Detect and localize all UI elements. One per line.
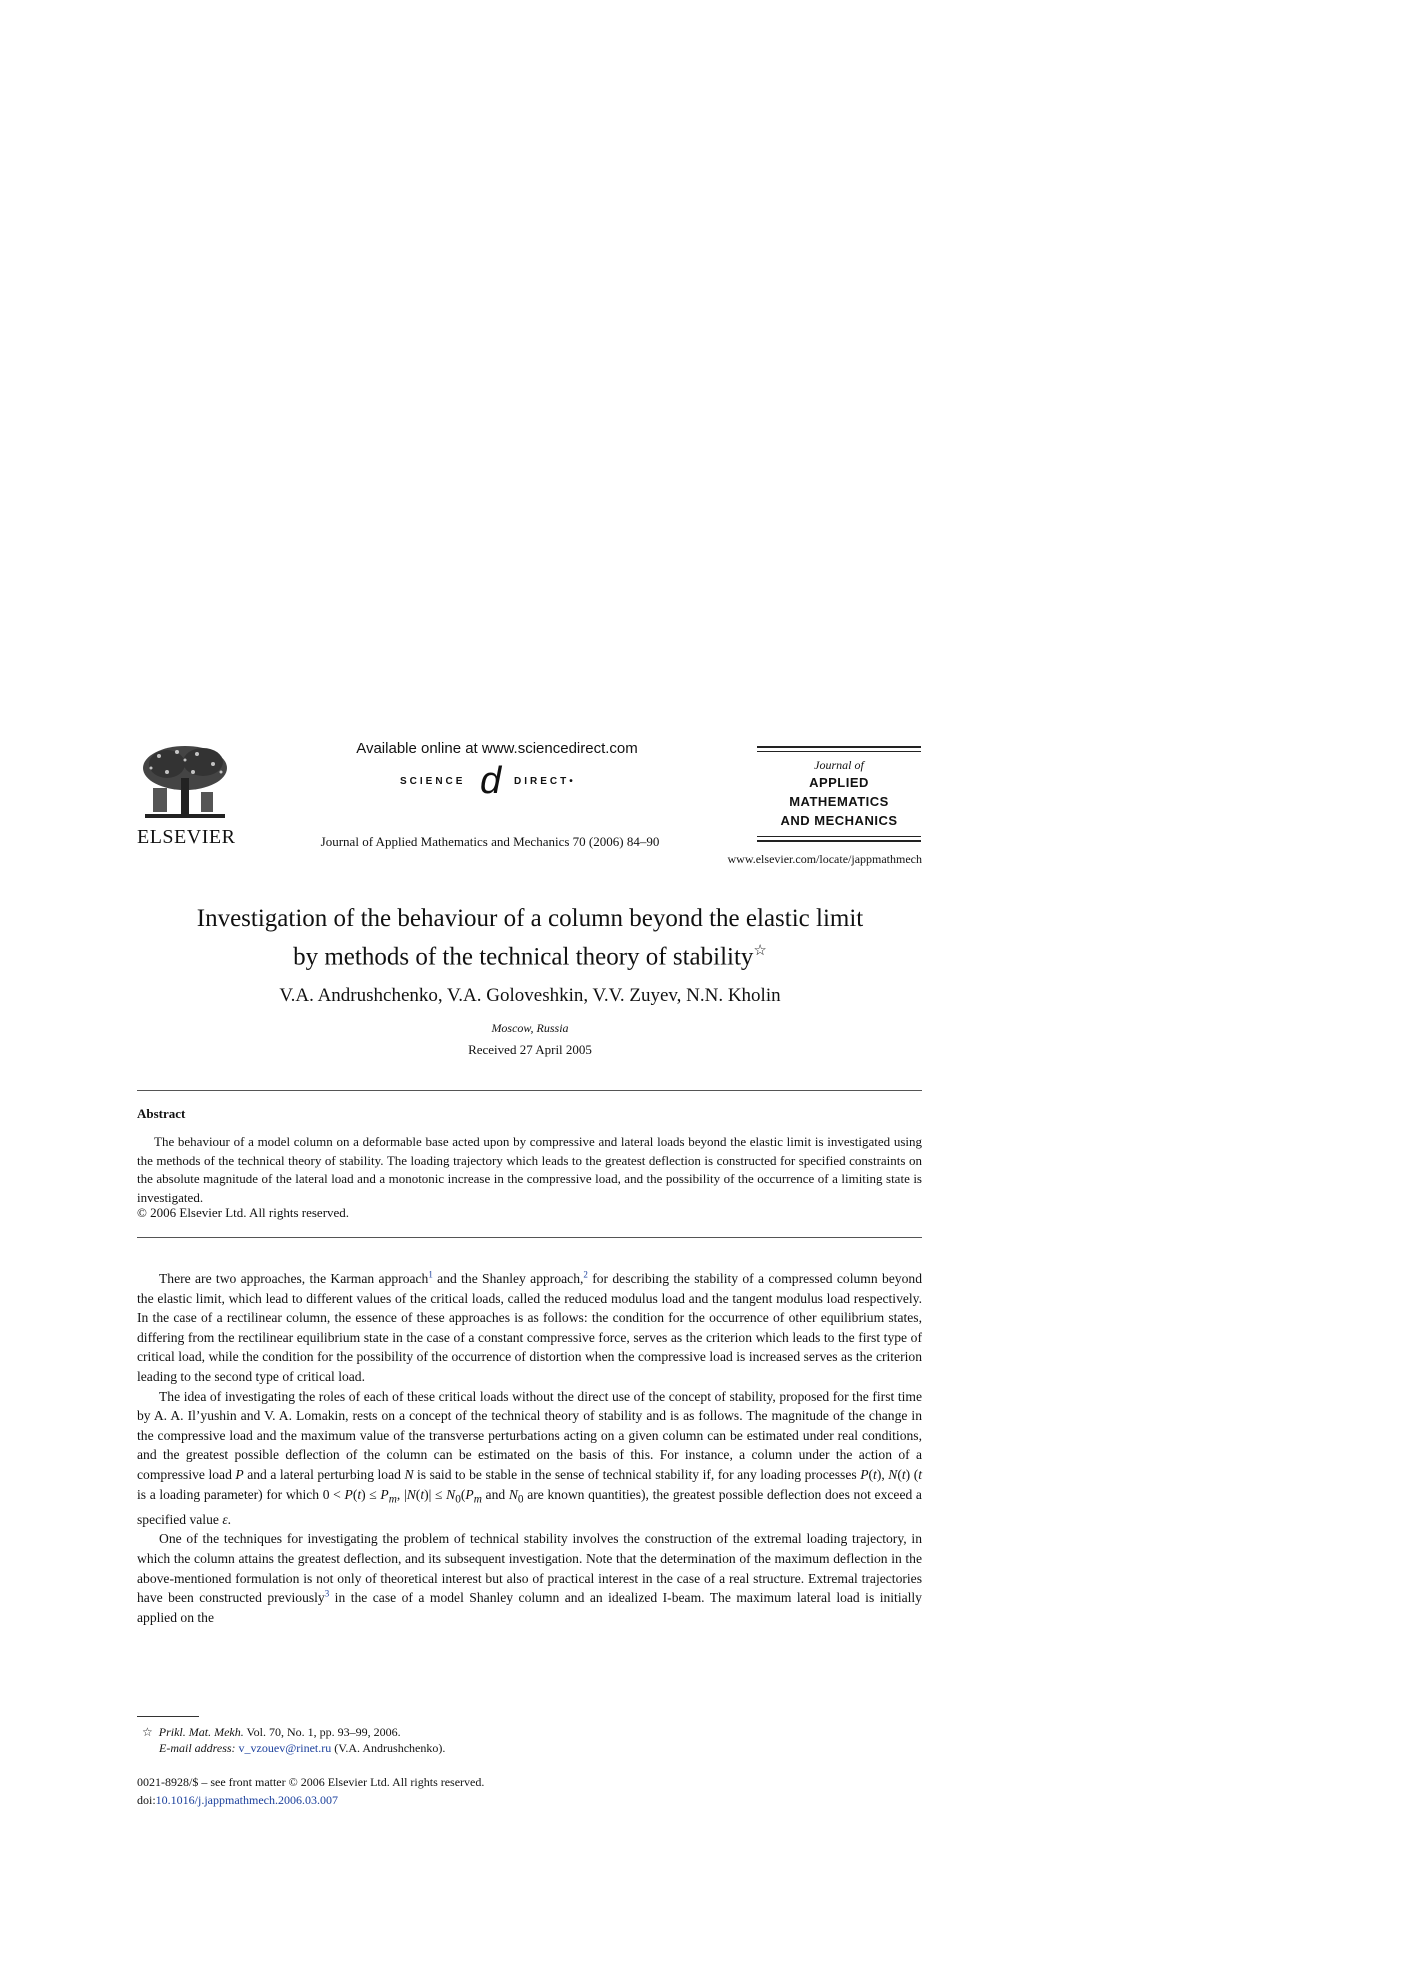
divider bbox=[137, 1237, 922, 1238]
journal-url-link[interactable]: www.elsevier.com/locate/jappmathmech bbox=[727, 852, 922, 866]
reference-link[interactable]: 2 bbox=[583, 1269, 588, 1280]
sciencedirect-logo bbox=[400, 762, 590, 802]
journal-name bbox=[757, 773, 921, 830]
abstract-copyright: © 2006 Elsevier Ltd. All rights reserved. bbox=[137, 1205, 350, 1220]
sd-left-text: SCIENCE bbox=[400, 776, 466, 787]
sd-at-icon: d bbox=[480, 760, 502, 802]
tree-icon bbox=[137, 742, 233, 826]
footnote-marker: ☆ bbox=[142, 1725, 153, 1739]
abstract-text: The behaviour of a model column on a deformable base acted upon by compressive and lateral loads beyond the elastic limit is investigated using the methods of the technical theory of stability. The loading trajectory which leads to the greatest deflection is constructed for specified constraints on the absolute magnitude of the lateral load and a monotonic increase in the compressive load, and the possibility of the occurrence of a limiting state is investigated. bbox=[137, 1134, 922, 1205]
title-footnote-marker[interactable]: ☆ bbox=[753, 943, 767, 959]
body-paragraph: One of the techniques for investigating the problem of technical stability involves the construction of the extremal loading trajectory, in which the column attains the greatest deflection, and its subsequent investigation. Note that the determination of the maximum deflection in the above-mentioned formulation is not only of theoretical interest but also of practical interest in the case of a real structure. Extremal trajectories have been constructed previously$^3$ in the case of a model Shanley column and an idealized I-beam. The maximum lateral load is initially applied on the bbox=[137, 1531, 922, 1625]
authors: V.A. Andrushchenko, V.A. Goloveshkin, V.V. Zuyev, N.N. Kholin bbox=[279, 985, 781, 1006]
reference-link[interactable]: 3 bbox=[324, 1588, 330, 1599]
journal-name-line: AND MECHANICS bbox=[780, 813, 898, 828]
abstract-heading: Abstract bbox=[137, 1106, 186, 1121]
journal-citation: Journal of Applied Mathematics and Mechanics 70 (2006) 84–90 bbox=[320, 834, 660, 849]
doi-link[interactable]: 10.1016/j.jappmathmech.2006.03.007 bbox=[155, 1793, 338, 1807]
journal-masthead bbox=[757, 746, 921, 845]
footnote-1: ☆ Prikl. Mat. Mekh. Vol. 70, No. 1, pp. 93–99, 2006. bbox=[142, 1725, 401, 1739]
title-line: Investigation of the behaviour of a column beyond the elastic limit bbox=[196, 905, 864, 932]
footnote-email: E-mail address: v_vzouev@rinet.ru (V.A. Andrushchenko). bbox=[159, 1741, 446, 1755]
divider bbox=[137, 1090, 922, 1091]
body-paragraph: There are two approaches, the Karman approach$^1$ and the Shanley approach,$^2$ for describing the stability of a compressed column beyond the elastic limit, which lead to different values of the critical loads, called the reduced modulus load and the tangent modulus load respectively. In the case of a rectilinear column, the essence of these approaches is as follows: the condition for the occurrence of other equilibrium states, differing from the rectilinear equilibrium state in the case of a constant compressive force, serves as the criterion which leads to the first type of critical load, while the condition for the possibility of the occurrence of distortion when the compressive load is increased serves as the criterion leading to the second type of critical load. bbox=[137, 1269, 922, 1384]
sd-right-text: DIRECT• bbox=[514, 776, 576, 787]
received-date: Received 27 April 2005 bbox=[468, 1042, 592, 1057]
available-online-text: Available online at www.sciencedirect.com bbox=[356, 740, 638, 757]
doi-line: doi:10.1016/j.jappmathmech.2006.03.007 bbox=[137, 1793, 338, 1807]
reference-link[interactable]: 1 bbox=[428, 1269, 433, 1280]
article-body bbox=[137, 1269, 922, 1627]
issn-line: 0021-8928/$ – see front matter © 2006 Elsevier Ltd. All rights reserved. bbox=[137, 1775, 485, 1789]
article-title bbox=[120, 903, 940, 973]
footnote-rule bbox=[137, 1716, 199, 1717]
email-link[interactable]: v_vzouev@rinet.ru bbox=[238, 1741, 332, 1755]
publisher-name: ELSEVIER bbox=[137, 826, 236, 848]
body-paragraph: The idea of investigating the roles of each of these critical loads without the direct use of the concept of stability, proposed for the first time by A. A. Il’yushin and V. A. Lomakin, rests on a concept of the technical theory of stability and is as follows. The magnitude of the change in the compressive load and the maximum value of the transverse perturbations acting on a given column can be estimated under real conditions, and the greatest possible deflection of the column can be estimated on the basis of this. For instance, a column under the action of a compressive load P and a lateral perturbing load N is said to be stable in the sense of technical stability if, for any loading processes P(t), N(t) (t is a loading parameter) for which $0 < P(t) \le P_m$, $|N(t)| \le N_0(P_m$ and $N_0$ are known quantities), the greatest possible deflection does not exceed a specified value ε. bbox=[137, 1388, 923, 1527]
affiliation: Moscow, Russia bbox=[491, 1021, 569, 1035]
journal-of-label: Journal of bbox=[814, 758, 864, 772]
title-line: by methods of the technical theory of stability bbox=[293, 943, 754, 971]
journal-name-line: MATHEMATICS bbox=[789, 794, 889, 809]
journal-name-line: APPLIED bbox=[809, 775, 869, 790]
